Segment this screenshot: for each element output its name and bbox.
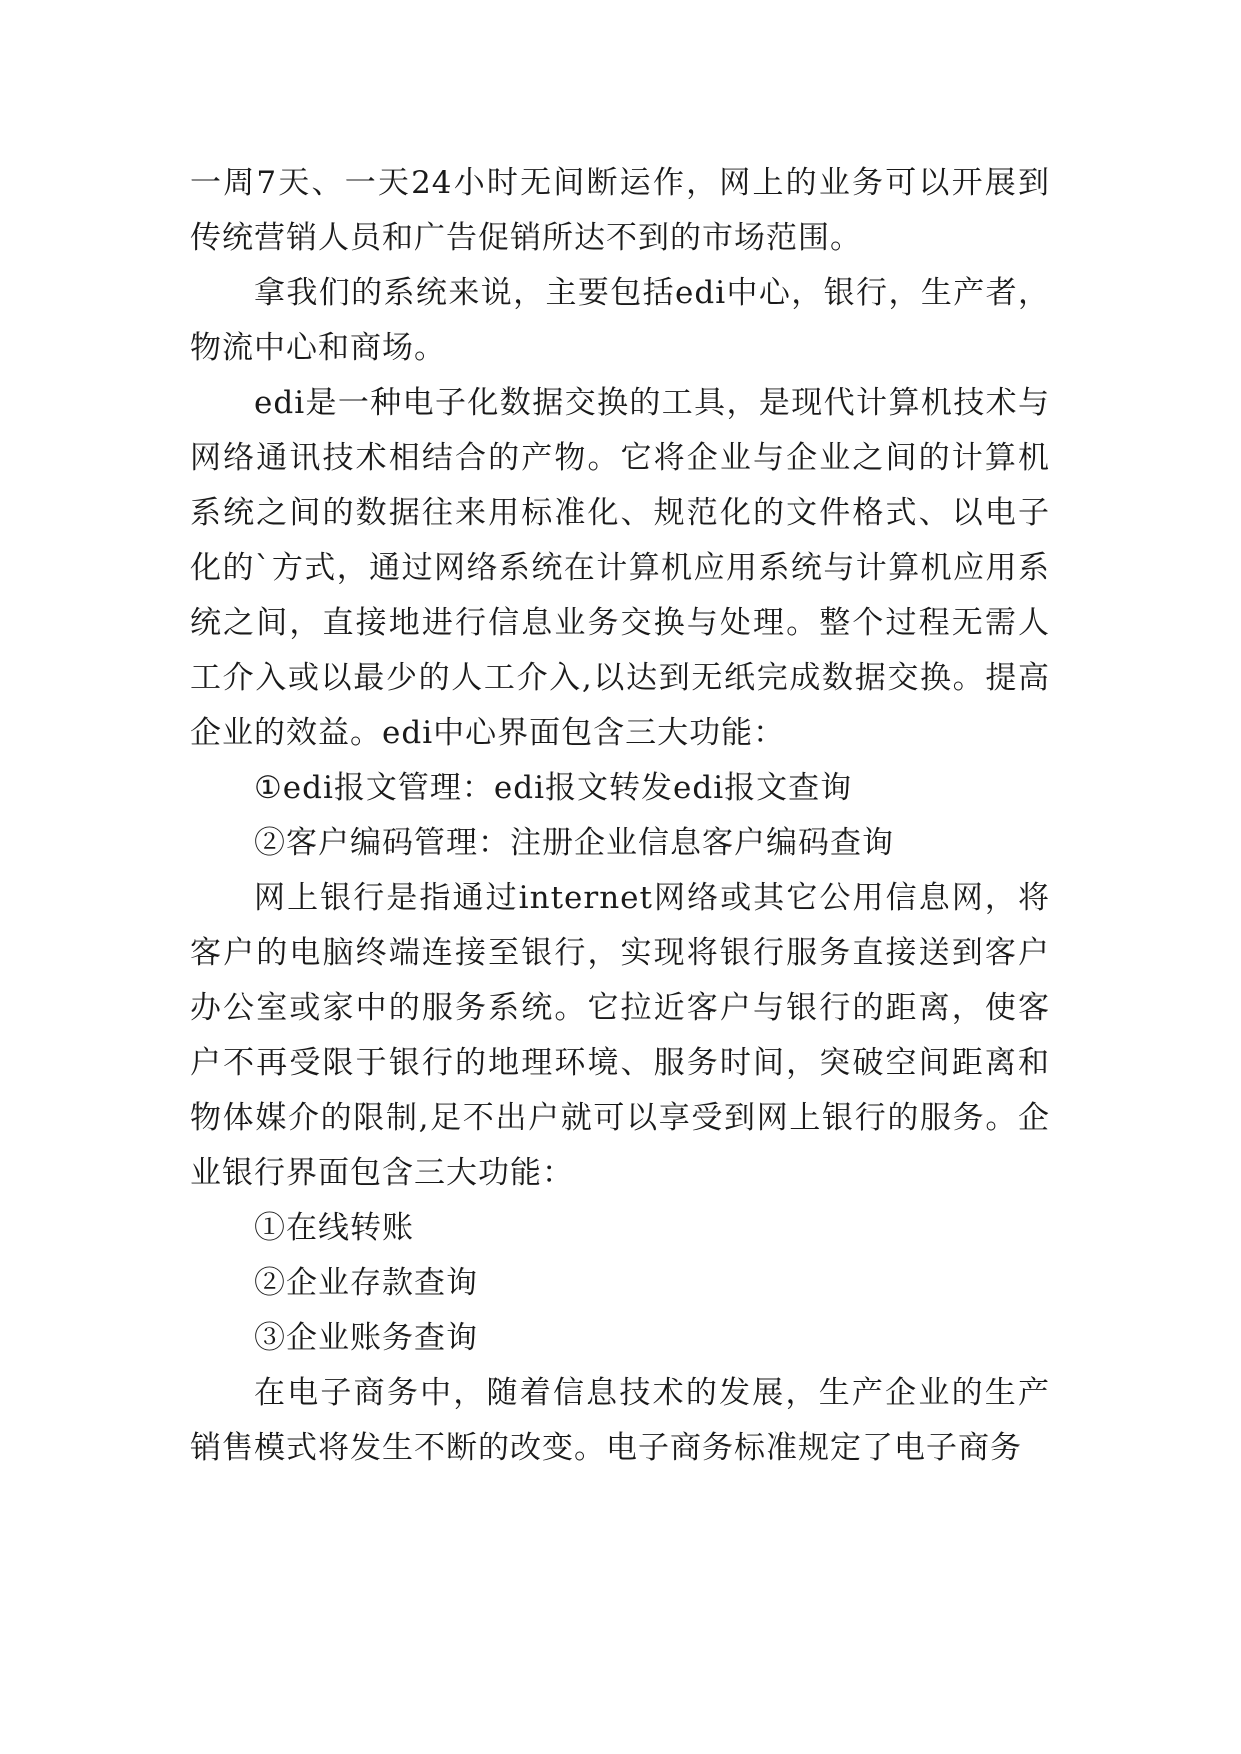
paragraph-ecommerce-production: 在电子商务中，随着信息技术的发展，生产企业的生产销售模式将发生不断的改变。电子商务标准规定了电子商务 bbox=[190, 1375, 1050, 1466]
document-body bbox=[190, 156, 1050, 1476]
paragraph-online-banking: 网上银行是指通过internet网络或其它公用信息网，将客户的电脑终端连接至银行，实现将银行服务直接送到客户办公室或家中的服务系统。它拉近客户与银行的距离，使客户不再受限于银行的地理环境、服务时间，突破空间距离和物体媒介的限制,足不出户就可以享受到网上银行的服务。企业银行界面包含三大功能： bbox=[190, 880, 1050, 1191]
list-item-account-query: ③企业账务查询 bbox=[254, 1320, 478, 1356]
paragraph-edi-description: edi是一种电子化数据交换的工具，是现代计算机技术与网络通讯技术相结合的产物。它将企业与企业之间的计算机系统之间的数据往来用标准化、规范化的文件格式、以电子化的`方式，通过网络系统在计算机应用系统与计算机应用系统之间，直接地进行信息业务交换与处理。整个过程无需人工介入或以最少的人工介入,以达到无纸完成数据交换。提高企业的效益。edi中心界面包含三大功能： bbox=[190, 385, 1050, 751]
list-item-online-transfer: ①在线转账 bbox=[254, 1210, 414, 1246]
paragraph-service-hours: 一周7天、一天24小时无间断运作，网上的业务可以开展到传统营销人员和广告促销所达不到的市场范围。 bbox=[190, 165, 1050, 256]
list-item-edi-message-management: ①edi报文管理：edi报文转发edi报文查询 bbox=[254, 770, 853, 806]
list-item-customer-code-management: ②客户编码管理：注册企业信息客户编码查询 bbox=[254, 825, 894, 861]
paragraph-system-overview: 拿我们的系统来说，主要包括edi中心，银行，生产者，物流中心和商场。 bbox=[190, 275, 1050, 366]
list-item-deposit-query: ②企业存款查询 bbox=[254, 1265, 478, 1301]
